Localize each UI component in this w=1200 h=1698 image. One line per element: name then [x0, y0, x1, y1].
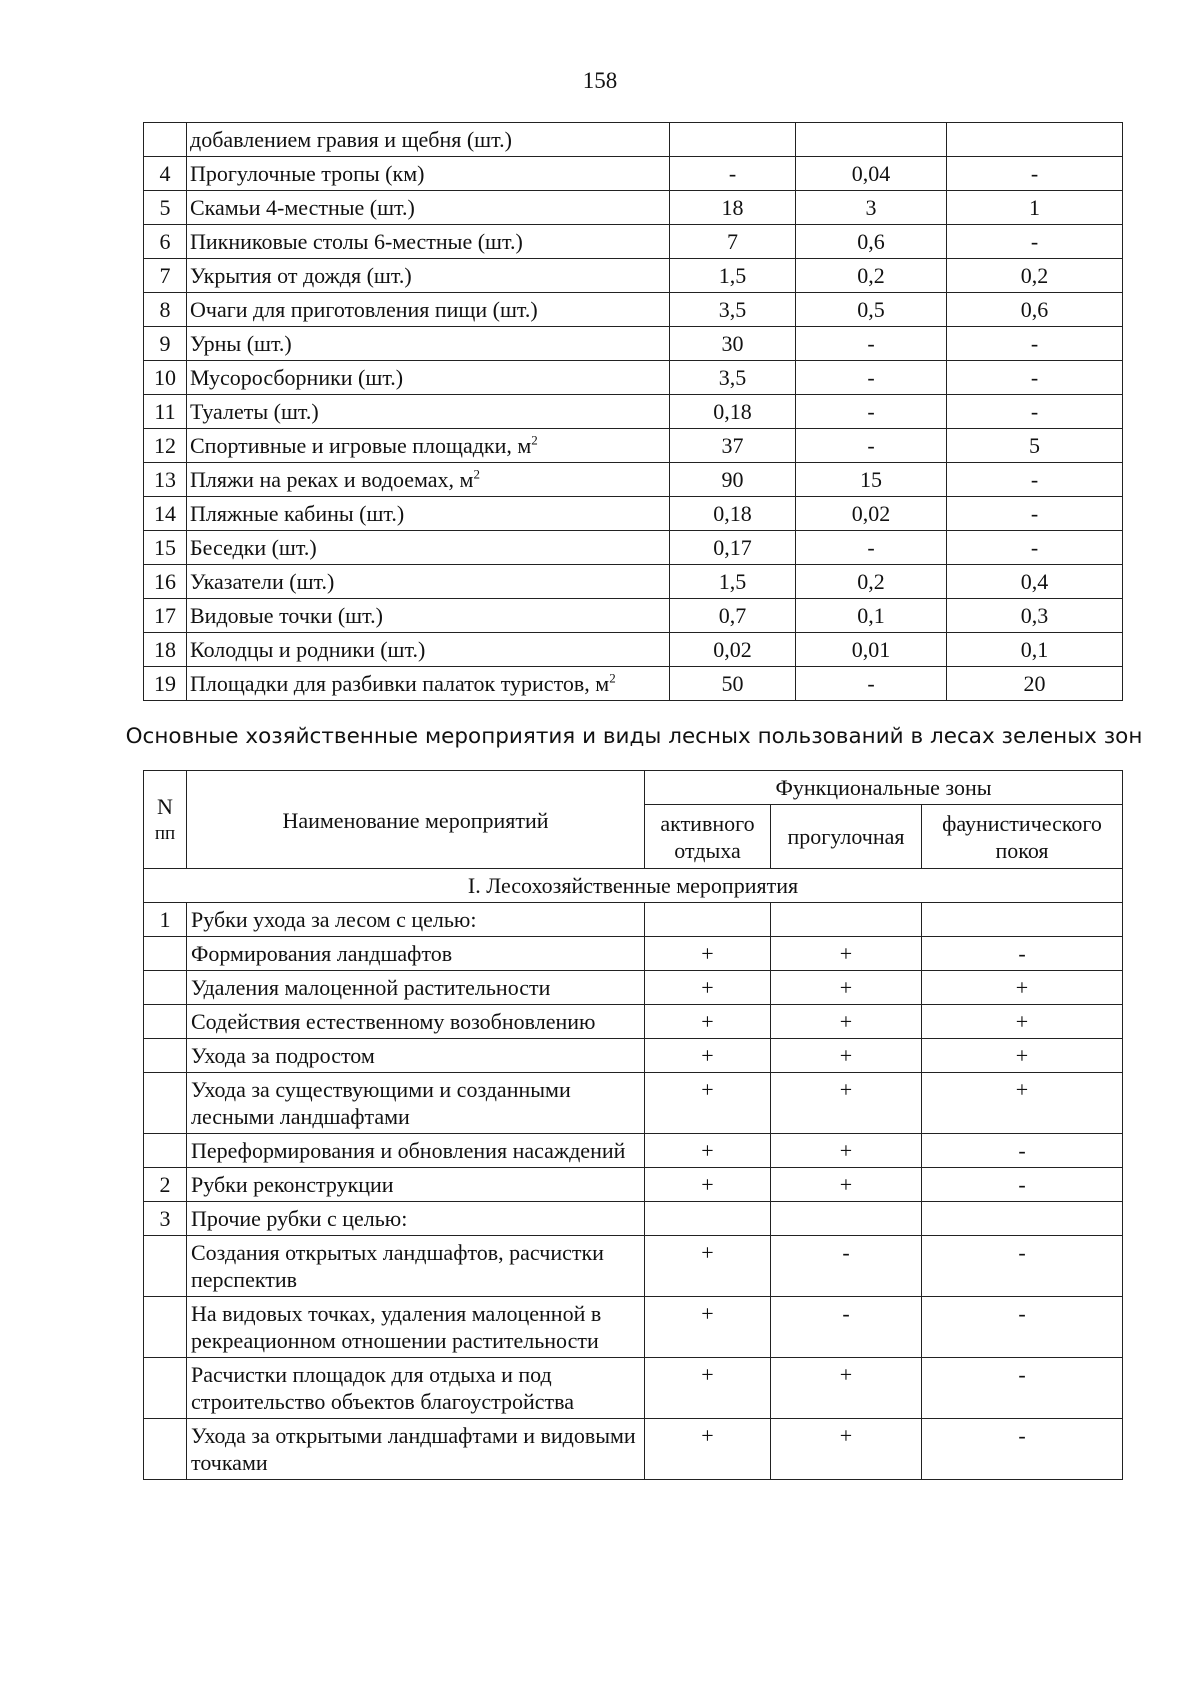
row-name: Ухода за существующими и созданными лесными ландшафтами [187, 1073, 645, 1134]
row-number: 8 [144, 293, 187, 327]
table-row [144, 1358, 1123, 1419]
value-fauna: - [922, 1419, 1123, 1480]
table-row [144, 395, 1123, 429]
row-name: Расчистки площадок для отдыха и под строительство объектов благоустройства [187, 1358, 645, 1419]
row-name [187, 565, 670, 599]
row-name [187, 361, 670, 395]
row-number: 11 [144, 395, 187, 429]
row-name: Рубки реконструкции [187, 1168, 645, 1202]
row-name-text: Урны (шт.) [190, 331, 292, 356]
value-fauna: + [922, 1005, 1123, 1039]
value-active: + [645, 1134, 771, 1168]
value-fauna: 0,3 [947, 599, 1123, 633]
number-header-line2: пп [154, 822, 176, 844]
row-number: 12 [144, 429, 187, 463]
value-fauna [922, 1202, 1123, 1236]
unit-superscript: 2 [609, 670, 616, 686]
row-number [144, 937, 187, 971]
table-row [144, 565, 1123, 599]
value-walking: - [796, 429, 947, 463]
number-header-line1: N [157, 793, 173, 819]
value-walking: - [771, 1297, 922, 1358]
value-walking: 0,04 [796, 157, 947, 191]
value-walking [796, 123, 947, 157]
zone-active-header: активного отдыха [645, 805, 771, 869]
value-fauna: 0,1 [947, 633, 1123, 667]
unit-superscript: 2 [473, 466, 480, 482]
table-row [144, 667, 1123, 701]
value-fauna: - [922, 1297, 1123, 1358]
value-walking: - [771, 1236, 922, 1297]
value-active: 1,5 [670, 259, 796, 293]
value-walking: + [771, 1419, 922, 1480]
value-walking: 3 [796, 191, 947, 225]
table-row [144, 903, 1123, 937]
row-name-text: Очаги для приготовления пищи (шт.) [190, 297, 538, 322]
value-walking: - [796, 361, 947, 395]
value-walking: + [771, 971, 922, 1005]
value-walking: 0,2 [796, 259, 947, 293]
row-number: 6 [144, 225, 187, 259]
value-walking: - [796, 531, 947, 565]
table-row [144, 225, 1123, 259]
value-active [670, 123, 796, 157]
row-number: 1 [144, 903, 187, 937]
table-row [144, 361, 1123, 395]
table-row [144, 463, 1123, 497]
table-row [144, 1134, 1123, 1168]
row-name-text: Пляжи на реках и водоемах, м [190, 467, 474, 492]
header-row [144, 771, 1123, 805]
section-title: I. Лесохозяйственные мероприятия [144, 869, 1123, 903]
value-active: + [645, 1039, 771, 1073]
value-fauna: - [922, 1134, 1123, 1168]
value-walking: 0,1 [796, 599, 947, 633]
row-name-text: Указатели (шт.) [190, 569, 335, 594]
row-name [187, 225, 670, 259]
table-row [144, 1168, 1123, 1202]
name-column-header: Наименование мероприятий [187, 771, 645, 869]
value-active: + [645, 1005, 771, 1039]
value-fauna: - [947, 531, 1123, 565]
row-name [187, 157, 670, 191]
value-fauna: - [947, 157, 1123, 191]
value-active: 0,7 [670, 599, 796, 633]
number-column-header [144, 771, 187, 869]
value-active [645, 903, 771, 937]
row-number: 5 [144, 191, 187, 225]
row-name [187, 191, 670, 225]
row-name [187, 667, 670, 701]
table-row [144, 123, 1123, 157]
value-active: + [645, 1297, 771, 1358]
row-name [187, 633, 670, 667]
value-active: 90 [670, 463, 796, 497]
value-fauna: + [922, 1073, 1123, 1134]
table-row [144, 1202, 1123, 1236]
row-number [144, 971, 187, 1005]
row-name [187, 293, 670, 327]
row-number: 15 [144, 531, 187, 565]
value-fauna: - [922, 1236, 1123, 1297]
value-active: + [645, 1073, 771, 1134]
table-row [144, 937, 1123, 971]
measures-table [143, 770, 1123, 1480]
value-fauna: - [922, 937, 1123, 971]
value-walking: + [771, 1358, 922, 1419]
value-active: 3,5 [670, 293, 796, 327]
row-number: 14 [144, 497, 187, 531]
value-active: 7 [670, 225, 796, 259]
value-walking [771, 903, 922, 937]
value-fauna: - [922, 1358, 1123, 1419]
row-number [144, 1358, 187, 1419]
row-name: Рубки ухода за лесом с целью: [187, 903, 645, 937]
value-active [645, 1202, 771, 1236]
table-row [144, 633, 1123, 667]
value-fauna: - [922, 1168, 1123, 1202]
table-row [144, 429, 1123, 463]
value-walking: 0,02 [796, 497, 947, 531]
row-number: 10 [144, 361, 187, 395]
value-active: 37 [670, 429, 796, 463]
value-active: 3,5 [670, 361, 796, 395]
value-fauna: 1 [947, 191, 1123, 225]
value-walking: + [771, 1039, 922, 1073]
row-name-text: Мусоросборники (шт.) [190, 365, 404, 390]
table-row [144, 191, 1123, 225]
value-active: 50 [670, 667, 796, 701]
row-name: Прочие рубки с целью: [187, 1202, 645, 1236]
value-active: + [645, 1236, 771, 1297]
row-number [144, 1134, 187, 1168]
row-name-text: добавлением гравия и щебня (шт.) [190, 127, 512, 152]
row-name-text: Спортивные и игровые площадки, м [190, 433, 532, 458]
row-number [144, 1039, 187, 1073]
row-number: 9 [144, 327, 187, 361]
value-fauna: - [947, 361, 1123, 395]
row-name [187, 497, 670, 531]
page-number: 158 [582, 68, 618, 93]
value-active: - [670, 157, 796, 191]
table-row [144, 497, 1123, 531]
row-name-text: Укрытия от дождя (шт.) [190, 263, 412, 288]
table-row [144, 157, 1123, 191]
value-walking: 0,5 [796, 293, 947, 327]
table-row [144, 327, 1123, 361]
row-name [187, 463, 670, 497]
value-fauna: - [947, 463, 1123, 497]
row-number [144, 1005, 187, 1039]
row-name-text: Скамьи 4-местные (шт.) [190, 195, 415, 220]
value-walking: - [796, 667, 947, 701]
value-walking: + [771, 1073, 922, 1134]
row-number: 13 [144, 463, 187, 497]
zones-header: Функциональные зоны [645, 771, 1123, 805]
value-active: + [645, 1168, 771, 1202]
value-fauna: + [922, 971, 1123, 1005]
row-name-text: Беседки (шт.) [190, 535, 317, 560]
value-fauna: 20 [947, 667, 1123, 701]
row-number [144, 1419, 187, 1480]
value-fauna [947, 123, 1123, 157]
value-walking: 0,2 [796, 565, 947, 599]
row-number: 4 [144, 157, 187, 191]
value-active: 30 [670, 327, 796, 361]
row-name-text: Площадки для разбивки палаток туристов, м [190, 671, 610, 696]
row-number: 17 [144, 599, 187, 633]
table-caption: Основные хозяйственные мероприятия и виды лесных пользований в лесах зеленых зон [125, 724, 1143, 749]
table-row [144, 531, 1123, 565]
row-name: Удаления малоценной растительности [187, 971, 645, 1005]
table-row [144, 599, 1123, 633]
value-walking [771, 1202, 922, 1236]
table-row [144, 1039, 1123, 1073]
row-name-text: Туалеты (шт.) [190, 399, 319, 424]
section-row [144, 869, 1123, 903]
row-name-text: Прогулочные тропы (км) [190, 161, 425, 186]
row-name [187, 327, 670, 361]
row-name: Содействия естественному возобновлению [187, 1005, 645, 1039]
zone-walking-header: прогулочная [771, 805, 922, 869]
row-number: 7 [144, 259, 187, 293]
zone-fauna-header: фаунистического покоя [922, 805, 1123, 869]
value-active: 0,02 [670, 633, 796, 667]
row-number: 19 [144, 667, 187, 701]
value-fauna: 5 [947, 429, 1123, 463]
value-walking: 0,01 [796, 633, 947, 667]
row-name: Ухода за подростом [187, 1039, 645, 1073]
row-name: Переформирования и обновления насаждений [187, 1134, 645, 1168]
value-active: + [645, 971, 771, 1005]
row-name [187, 599, 670, 633]
value-walking: - [796, 327, 947, 361]
row-name [187, 395, 670, 429]
value-fauna: 0,6 [947, 293, 1123, 327]
row-name-text: Пикниковые столы 6-местные (шт.) [190, 229, 523, 254]
value-active: 0,18 [670, 395, 796, 429]
unit-superscript: 2 [531, 432, 538, 448]
row-number [144, 1236, 187, 1297]
row-name: Ухода за открытыми ландшафтами и видовыми точками [187, 1419, 645, 1480]
row-number: 3 [144, 1202, 187, 1236]
row-name: Формирования ландшафтов [187, 937, 645, 971]
row-number [144, 123, 187, 157]
value-active: 18 [670, 191, 796, 225]
row-name [187, 429, 670, 463]
value-walking: + [771, 1005, 922, 1039]
table-row [144, 1236, 1123, 1297]
table-row [144, 259, 1123, 293]
value-walking: + [771, 1134, 922, 1168]
value-active: + [645, 937, 771, 971]
row-name [187, 531, 670, 565]
value-walking: - [796, 395, 947, 429]
value-fauna: - [947, 395, 1123, 429]
row-number [144, 1297, 187, 1358]
value-fauna: - [947, 225, 1123, 259]
value-active: 1,5 [670, 565, 796, 599]
table-row [144, 293, 1123, 327]
value-active: + [645, 1358, 771, 1419]
value-walking: 0,6 [796, 225, 947, 259]
table-row [144, 1005, 1123, 1039]
row-name: На видовых точках, удаления малоценной в рекреационном отношении растительности [187, 1297, 645, 1358]
table-row [144, 971, 1123, 1005]
value-walking: 15 [796, 463, 947, 497]
value-active: 0,18 [670, 497, 796, 531]
row-name [187, 123, 670, 157]
row-number: 18 [144, 633, 187, 667]
row-number: 16 [144, 565, 187, 599]
value-walking: + [771, 937, 922, 971]
table-row [144, 1419, 1123, 1480]
row-number: 2 [144, 1168, 187, 1202]
row-name [187, 259, 670, 293]
value-active: + [645, 1419, 771, 1480]
row-name-text: Колодцы и родники (шт.) [190, 637, 426, 662]
row-name: Создания открытых ландшафтов, расчистки перспектив [187, 1236, 645, 1297]
row-number [144, 1073, 187, 1134]
amenities-table [143, 122, 1123, 701]
value-fauna: 0,2 [947, 259, 1123, 293]
value-walking: + [771, 1168, 922, 1202]
row-name-text: Видовые точки (шт.) [190, 603, 383, 628]
row-name-text: Пляжные кабины (шт.) [190, 501, 405, 526]
table-row [144, 1297, 1123, 1358]
value-fauna: + [922, 1039, 1123, 1073]
value-fauna [922, 903, 1123, 937]
value-active: 0,17 [670, 531, 796, 565]
value-fauna: 0,4 [947, 565, 1123, 599]
value-fauna: - [947, 327, 1123, 361]
value-fauna: - [947, 497, 1123, 531]
table-row [144, 1073, 1123, 1134]
